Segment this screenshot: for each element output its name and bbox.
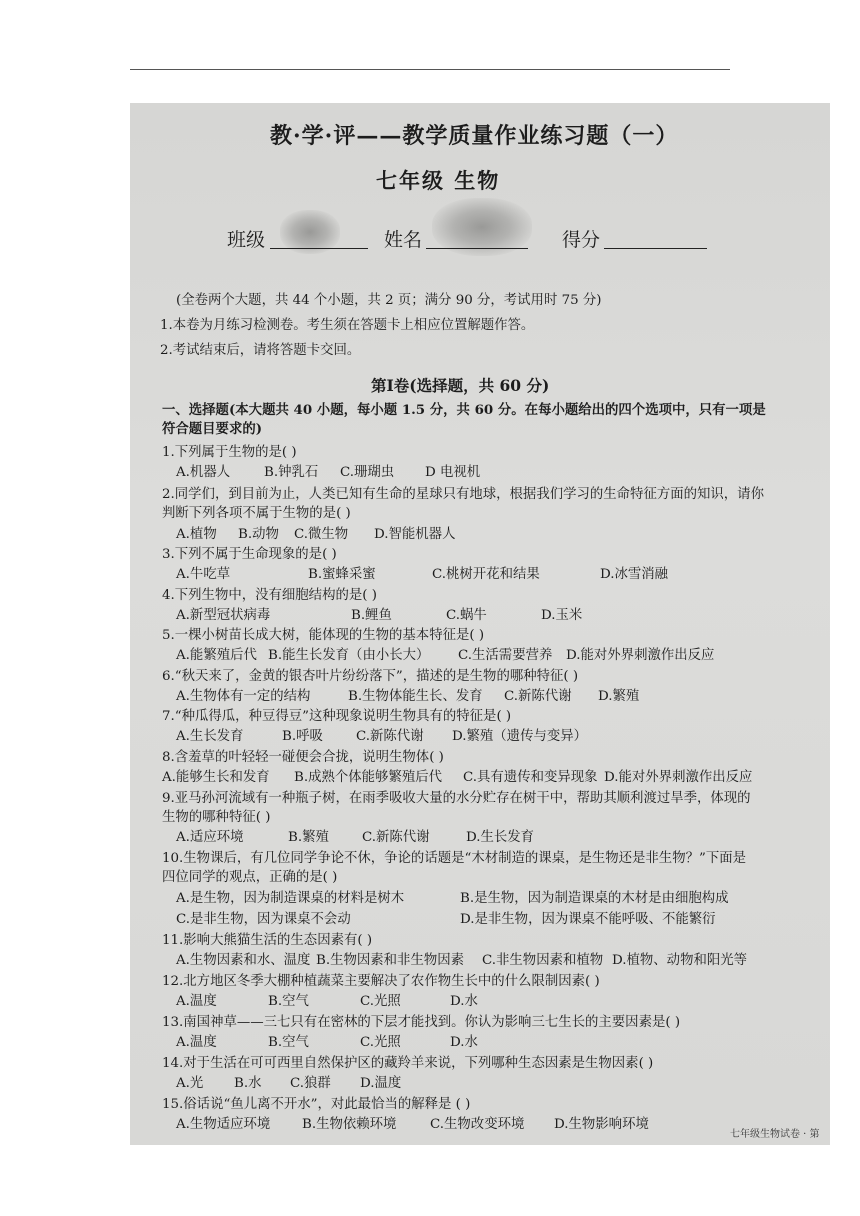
q2-stem-line1: 2.同学们，到目前为止，人类已知有生命的星球只有地球，根据我们学习的生命特征方面的知识，请你 (162, 487, 764, 502)
note-2: 2.考试结束后，请将答题卡交回。 (160, 343, 361, 358)
class-label: 班级 (227, 229, 266, 251)
q4-option-c: C.蜗牛 (446, 608, 487, 623)
q15-option-c: C.生物改变环境 (430, 1117, 525, 1132)
q5-option-d: D.能对外界刺激作出反应 (566, 648, 715, 663)
q8-option-c: C.具有遗传和变异现象 (463, 770, 598, 785)
q12-option-b: B.空气 (268, 994, 309, 1009)
q9-stem-line1: 9.亚马孙河流域有一种瓶子树，在雨季吸收大量的水分贮存在树干中，帮助其顺利渡过旱季，体现的 (162, 791, 751, 806)
q7-option-a: A.生长发育 (176, 729, 244, 744)
q9-option-d: D.生长发育 (466, 830, 535, 845)
q14-option-a: A.光 (176, 1076, 204, 1091)
q11-stem: 11.影响大熊猫生活的生态因素有( ) (162, 933, 373, 948)
page-footer: 七年级生物试卷 · 第 (730, 1129, 820, 1140)
q14-stem: 14.对于生活在可可西里自然保护区的藏羚羊来说，下列哪种生态因素是生物因素( ) (162, 1056, 654, 1071)
q2-option-c: C.微生物 (294, 527, 349, 542)
q2-option-d: D.智能机器人 (374, 527, 456, 542)
q8-stem: 8.含羞草的叶轻轻一碰便会合拢，说明生物体( ) (162, 750, 444, 765)
q15-option-a: A.生物适应环境 (176, 1117, 271, 1132)
top-rule (130, 69, 730, 70)
section-title: 第Ⅰ卷(选择题，共 60 分) (371, 376, 550, 395)
q2-option-b: B.动物 (238, 527, 279, 542)
q6-option-d: D.繁殖 (598, 689, 640, 704)
q14-option-d: D.温度 (360, 1076, 402, 1091)
q8-option-a: A.能够生长和发育 (162, 770, 270, 785)
q10-option-b: B.是生物，因为制造课桌的木材是由细胞构成 (460, 891, 729, 906)
q10-stem-line2: 四位同学的观点，正确的是( ) (162, 870, 338, 885)
q2-option-a: A.植物 (176, 527, 217, 542)
q12-option-c: C.光照 (360, 994, 401, 1009)
q7-stem: 7.“种瓜得瓜，种豆得豆”这种现象说明生物具有的特征是( ) (162, 709, 512, 724)
q9-option-a: A.适应环境 (176, 830, 244, 845)
q3-option-c: C.桃树开花和结果 (432, 567, 540, 582)
q6-option-b: B.生物体能生长、发育 (348, 689, 483, 704)
q12-option-d: D.水 (450, 994, 478, 1009)
q1-option-c: C.珊瑚虫 (340, 465, 395, 480)
page-subtitle: 七年级 生物 (376, 168, 501, 193)
q12-option-a: A.温度 (176, 994, 217, 1009)
q11-option-d: D.植物、动物和阳光等 (612, 953, 748, 968)
q6-option-c: C.新陈代谢 (504, 689, 572, 704)
q13-option-b: B.空气 (268, 1035, 309, 1050)
q4-stem: 4.下列生物中，没有细胞结构的是( ) (162, 588, 377, 603)
q15-stem: 15.俗话说“鱼儿离不开水”，对此最恰当的解释是 ( ) (162, 1097, 471, 1112)
q14-option-c: C.狼群 (290, 1076, 331, 1091)
q3-option-b: B.蜜蜂采蜜 (308, 567, 376, 582)
q10-stem-line1: 10.生物课后，有几位同学争论不休，争论的话题是“木材制造的课桌，是生物还是非生物？”下面是 (162, 851, 746, 866)
q10-option-a: A.是生物，因为制造课桌的材料是树木 (176, 891, 405, 906)
section-instruction-2: 符合题目要求的) (162, 421, 263, 437)
exam-summary: (全卷两个大题，共 44 个小题，共 2 页；满分 90 分，考试用时 75 分) (176, 293, 602, 308)
score-label: 得分 (562, 229, 601, 251)
q13-stem: 13.南国神草——三七只有在密林的下层才能找到。你认为影响三七生长的主要因素是( ) (162, 1015, 681, 1030)
score-line (604, 248, 707, 249)
q11-option-b: B.生物因素和非生物因素 (316, 953, 465, 968)
q6-stem: 6.“秋天来了，金黄的银杏叶片纷纷落下”，描述的是生物的哪种特征( ) (162, 669, 579, 684)
name-line (426, 248, 528, 249)
q4-option-d: D.玉米 (541, 608, 583, 623)
name-label: 姓名 (384, 229, 423, 251)
q12-stem: 12.北方地区冬季大棚种植蔬菜主要解决了农作物生长中的什么限制因素( ) (162, 974, 600, 989)
q9-option-c: C.新陈代谢 (362, 830, 430, 845)
q7-option-b: B.呼吸 (282, 729, 323, 744)
q2-stem-line2: 判断下列各项不属于生物的是( ) (162, 506, 351, 521)
class-line (270, 248, 368, 249)
q5-option-c: C.生活需要营养 (458, 648, 553, 663)
q13-option-d: D.水 (450, 1035, 478, 1050)
q15-option-d: D.生物影响环境 (554, 1117, 649, 1132)
q10-option-c: C.是非生物，因为课桌不会动 (176, 912, 351, 927)
q1-option-a: A.机器人 (176, 465, 231, 480)
q11-option-a: A.生物因素和水、温度 (176, 953, 311, 968)
q9-stem-line2: 生物的哪种特征( ) (162, 810, 271, 825)
q4-option-a: A.新型冠状病毒 (176, 608, 271, 623)
q5-option-a: A.能繁殖后代 (176, 648, 257, 663)
section-instruction-1: 一、选择题(本大题共 40 小题，每小题 1.5 分，共 60 分。在每小题给出的四个选项中，只有一项是 (162, 402, 766, 418)
q5-option-b: B.能生长发育（由小长大） (268, 648, 430, 663)
q13-option-c: C.光照 (360, 1035, 401, 1050)
q7-option-d: D.繁殖（遗传与变异） (452, 729, 588, 744)
q13-option-a: A.温度 (176, 1035, 217, 1050)
q8-option-d: D.能对外界刺激作出反应 (604, 770, 753, 785)
q6-option-a: A.生物体有一定的结构 (176, 689, 311, 704)
exam-page-photo (130, 103, 830, 1145)
q11-option-c: C.非生物因素和植物 (482, 953, 604, 968)
q7-option-c: C.新陈代谢 (356, 729, 424, 744)
page-title: 教·学·评——教学质量作业练习题（一） (270, 123, 679, 149)
q3-option-a: A.牛吃草 (176, 567, 231, 582)
q10-option-d: D.是非生物，因为课桌不能呼吸、不能繁衍 (460, 912, 716, 927)
q1-stem: 1.下列属于生物的是( ) (162, 445, 297, 460)
q8-option-b: B.成熟个体能够繁殖后代 (294, 770, 443, 785)
q3-option-d: D.冰雪消融 (600, 567, 669, 582)
note-1: 1.本卷为月练习检测卷。考生须在答题卡上相应位置解题作答。 (160, 318, 535, 333)
q5-stem: 5.一棵小树苗长成大树，能体现的生物的基本特征是( ) (162, 628, 485, 643)
q14-option-b: B.水 (234, 1076, 262, 1091)
q9-option-b: B.繁殖 (288, 830, 329, 845)
q1-option-d: D 电视机 (425, 465, 481, 480)
q4-option-b: B.鲤鱼 (351, 608, 392, 623)
q15-option-b: B.生物依赖环境 (302, 1117, 397, 1132)
q3-stem: 3.下列不属于生命现象的是( ) (162, 547, 337, 562)
q1-option-b: B.钟乳石 (264, 465, 319, 480)
